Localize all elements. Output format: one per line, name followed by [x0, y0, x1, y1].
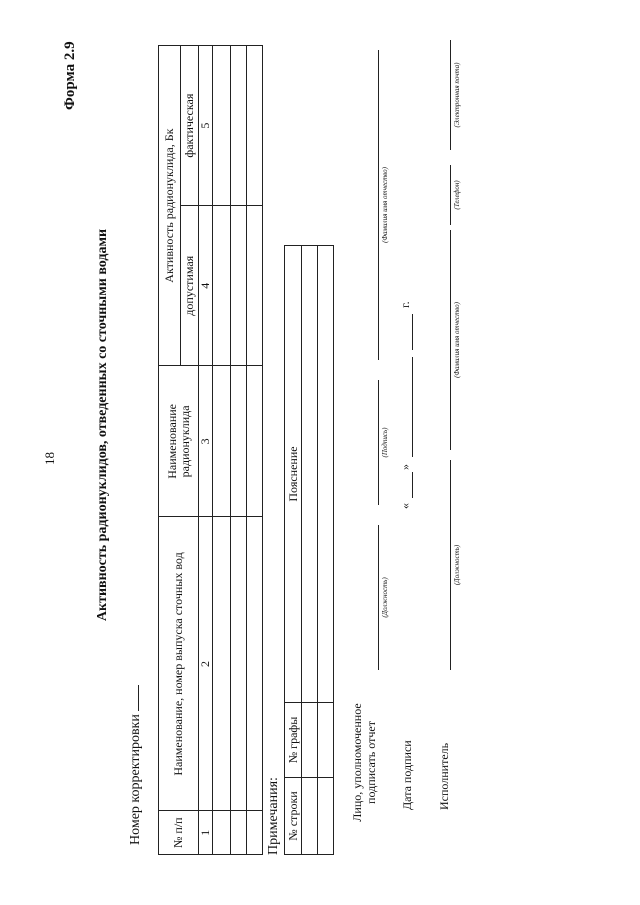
table-row	[213, 46, 231, 855]
col-number-2: 2	[199, 517, 213, 811]
page-number: 18	[42, 452, 57, 465]
authorized-line-1: Лицо, уполномоченное	[350, 703, 364, 822]
date-year-suffix: г.	[398, 301, 412, 308]
correction-label-text: Номер корректировки	[128, 714, 143, 845]
header-activity-group: Активность радионуклида, Бк	[159, 46, 181, 366]
table-cell	[213, 366, 231, 517]
radionuclide-activity-table	[158, 45, 263, 855]
table-cell	[231, 46, 247, 206]
document-title: Активность радионуклидов, отведенных со сточными водами	[95, 228, 110, 622]
table-cell	[213, 206, 231, 366]
executor-email-line	[450, 40, 451, 150]
correction-number-label	[128, 685, 144, 845]
notes-header-explanation: Пояснение	[285, 246, 302, 703]
notes-header-column: № графы	[285, 703, 302, 778]
date-day-line	[412, 472, 413, 498]
date-open-quote: «	[398, 503, 412, 509]
executor-phone-line	[450, 165, 451, 225]
table-cell	[247, 206, 263, 366]
header-discharge-name: Наименование, номер выпуска сточных вод	[159, 517, 199, 811]
executor-fullname-caption: (Фамилия имя отчество)	[453, 302, 461, 378]
executor-label: Исполнитель	[437, 742, 451, 810]
authorized-position-caption: (Должность)	[381, 577, 389, 618]
date-close-quote: »	[398, 464, 412, 470]
header-radionuclide-name: Наименование радионуклида	[159, 366, 199, 517]
notes-cell	[318, 703, 334, 778]
table-cell	[231, 366, 247, 517]
notes-cell	[302, 703, 318, 778]
col-number-4: 4	[199, 206, 213, 366]
form-label: Форма 2.9	[62, 41, 78, 110]
notes-row	[318, 246, 334, 855]
executor-phone-caption: (Телефон)	[453, 180, 461, 210]
table-cell	[231, 517, 247, 811]
header-actual: фактическая	[181, 46, 199, 206]
header-permissible: допустимая	[181, 206, 199, 366]
executor-fullname-line	[450, 230, 451, 450]
authorized-fullname-caption: (Фамилия имя отчество)	[381, 167, 389, 243]
col-number-5: 5	[199, 46, 213, 206]
notes-cell	[302, 778, 318, 855]
authorized-signature-line	[378, 380, 379, 505]
table-cell	[213, 517, 231, 811]
table-cell	[231, 811, 247, 855]
executor-position-line	[450, 460, 451, 670]
notes-header-row: № строки	[285, 778, 302, 855]
notes-row	[302, 246, 318, 855]
authorized-position-line	[378, 525, 379, 670]
authorized-signature-caption: (Подпись)	[381, 427, 389, 458]
table-cell	[247, 517, 263, 811]
table-row	[231, 46, 247, 855]
date-year-line	[412, 314, 413, 350]
authorized-line-2: подписать отчет	[364, 721, 378, 804]
executor-position-caption: (Должность)	[453, 544, 461, 586]
notes-table	[284, 245, 334, 855]
date-label: Дата подписи	[400, 740, 414, 810]
authorized-fullname-line	[378, 50, 379, 360]
header-num: № п/п	[159, 811, 199, 855]
table-cell	[247, 811, 263, 855]
table-cell	[213, 811, 231, 855]
notes-cell	[302, 246, 318, 703]
table-cell	[247, 46, 263, 206]
col-number-3: 3	[199, 366, 213, 517]
date-month-line	[412, 357, 413, 457]
notes-cell	[318, 246, 334, 703]
notes-cell	[318, 778, 334, 855]
table-cell	[213, 46, 231, 206]
table-cell	[231, 206, 247, 366]
correction-number-line	[138, 685, 139, 711]
table-cell	[247, 366, 263, 517]
authorized-person-label	[350, 680, 378, 845]
table-row	[247, 46, 263, 855]
col-number-1: 1	[199, 811, 213, 855]
executor-email-caption: (Электронная почта)	[453, 62, 461, 128]
notes-label: Примечания:	[266, 777, 281, 855]
